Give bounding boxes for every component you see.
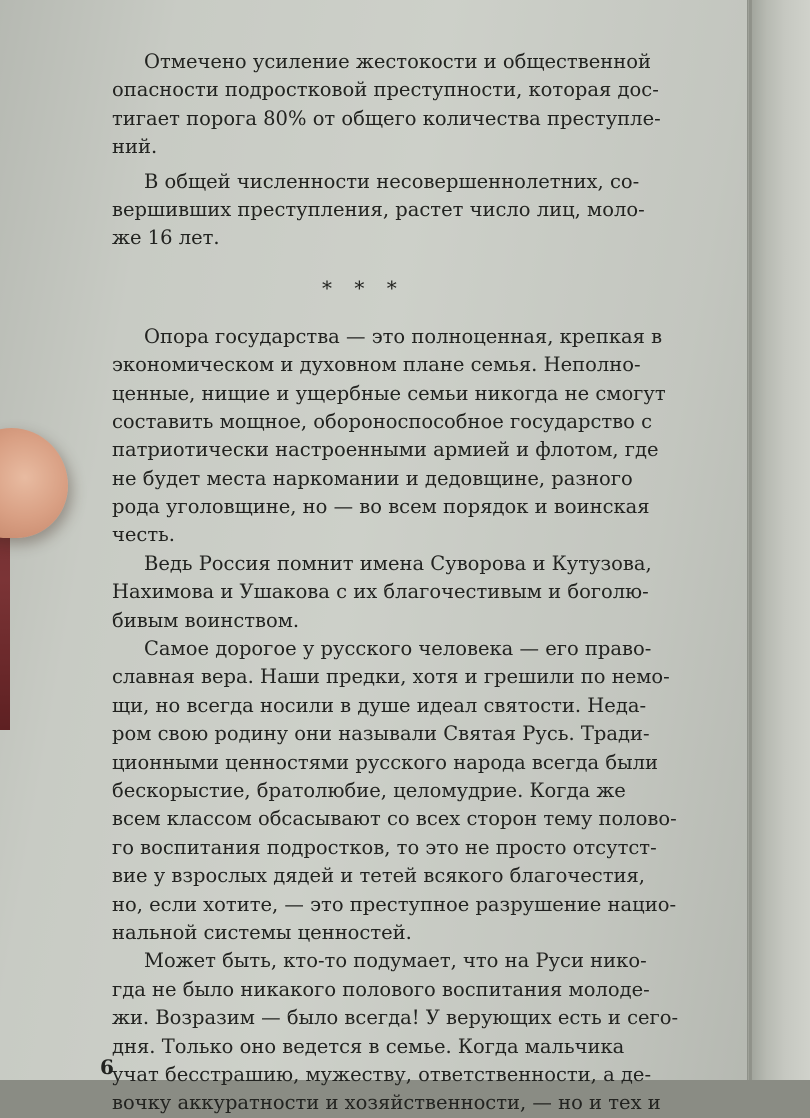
text-line: ционными ценностями русского народа всегда были [112, 750, 659, 774]
text-line: ром свою родину они называли Святая Русь. Тради- [112, 722, 650, 746]
text-line: вочку аккуратности и хозяйственности, — но и тех и [112, 1091, 661, 1115]
paragraph-4 [112, 550, 692, 635]
text-line: В общей численности несовершеннолетних, со- [144, 169, 640, 193]
thumb-holding-page [0, 428, 68, 538]
paragraph-5 [112, 635, 692, 947]
text-line: рода уголовщине, но — во всем порядок и воинская [112, 495, 650, 519]
text-line: ценные, нищие и ущербные семьи никогда не смогут [112, 381, 666, 405]
text-line: жи. Возразим — было всегда! У верующих есть и сего- [112, 1006, 679, 1030]
text-line: но, если хотите, — это преступное разрушение нацио- [112, 892, 677, 916]
text-line: учат бесстрашию, мужеству, ответственности, а де- [112, 1062, 652, 1086]
text-line: вие у взрослых дядей и тетей всякого благочестия, [112, 864, 645, 888]
text-line: составить мощное, обороноспособное государство с [112, 409, 653, 433]
text-line: Самое дорогое у русского человека — его право- [144, 637, 652, 661]
text-line: всем классом обсасывают со всех сторон тему полово- [112, 807, 677, 831]
text-line: щи, но всегда носили в душе идеал святости. Неда- [112, 693, 647, 717]
text-line: Нахимова и Ушакова с их благочестивым и боголю- [112, 580, 649, 604]
section-separator: * * * [322, 275, 405, 300]
text-line: Может быть, кто-то подумает, что на Руси нико- [144, 949, 647, 973]
text-line: Опора государства — это полноценная, крепкая в [144, 324, 663, 348]
text-line: ний. [112, 135, 158, 159]
text-line: экономическом и духовном плане семья. Неполно- [112, 353, 641, 377]
text-line: не будет места наркомании и дедовщине, разного [112, 466, 633, 490]
text-line: же 16 лет. [112, 226, 220, 250]
text-line: тигает порога 80% от общего количества преступле- [112, 106, 661, 130]
page-text [112, 48, 692, 1118]
text-line: гда не было никакого полового воспитания молоде- [112, 977, 650, 1001]
book-spine-shadow [749, 0, 752, 1080]
text-line: славная вера. Наши предки, хотя и грешили по немо- [112, 665, 670, 689]
paragraph-2 [112, 168, 692, 253]
paragraph-1 [112, 48, 692, 162]
text-line: нальной системы ценностей. [112, 920, 412, 944]
paragraph-3 [112, 323, 692, 550]
opposite-page-edge [747, 0, 810, 1080]
page-number: 6 [100, 1055, 114, 1079]
text-line: опасности подростковой преступности, которая дос- [112, 78, 659, 102]
text-line: бивым воинством. [112, 608, 300, 632]
text-line: вершивших преступления, растет число лиц, моло- [112, 197, 645, 221]
text-line: честь. [112, 523, 175, 547]
text-line: патриотически настроенными армией и флотом, где [112, 438, 659, 462]
text-line: Отмечено усиление жестокости и общественной [144, 50, 651, 73]
text-line: Ведь Россия помнит имена Суворова и Кутузова, [144, 551, 652, 575]
text-line: дня. Только оно ведется в семье. Когда мальчика [112, 1034, 625, 1058]
text-line: бескорыстие, братолюбие, целомудрие. Когда же [112, 778, 626, 802]
paragraph-6 [112, 947, 692, 1117]
text-line: го воспитания подростков, то это не просто отсутст- [112, 835, 657, 859]
